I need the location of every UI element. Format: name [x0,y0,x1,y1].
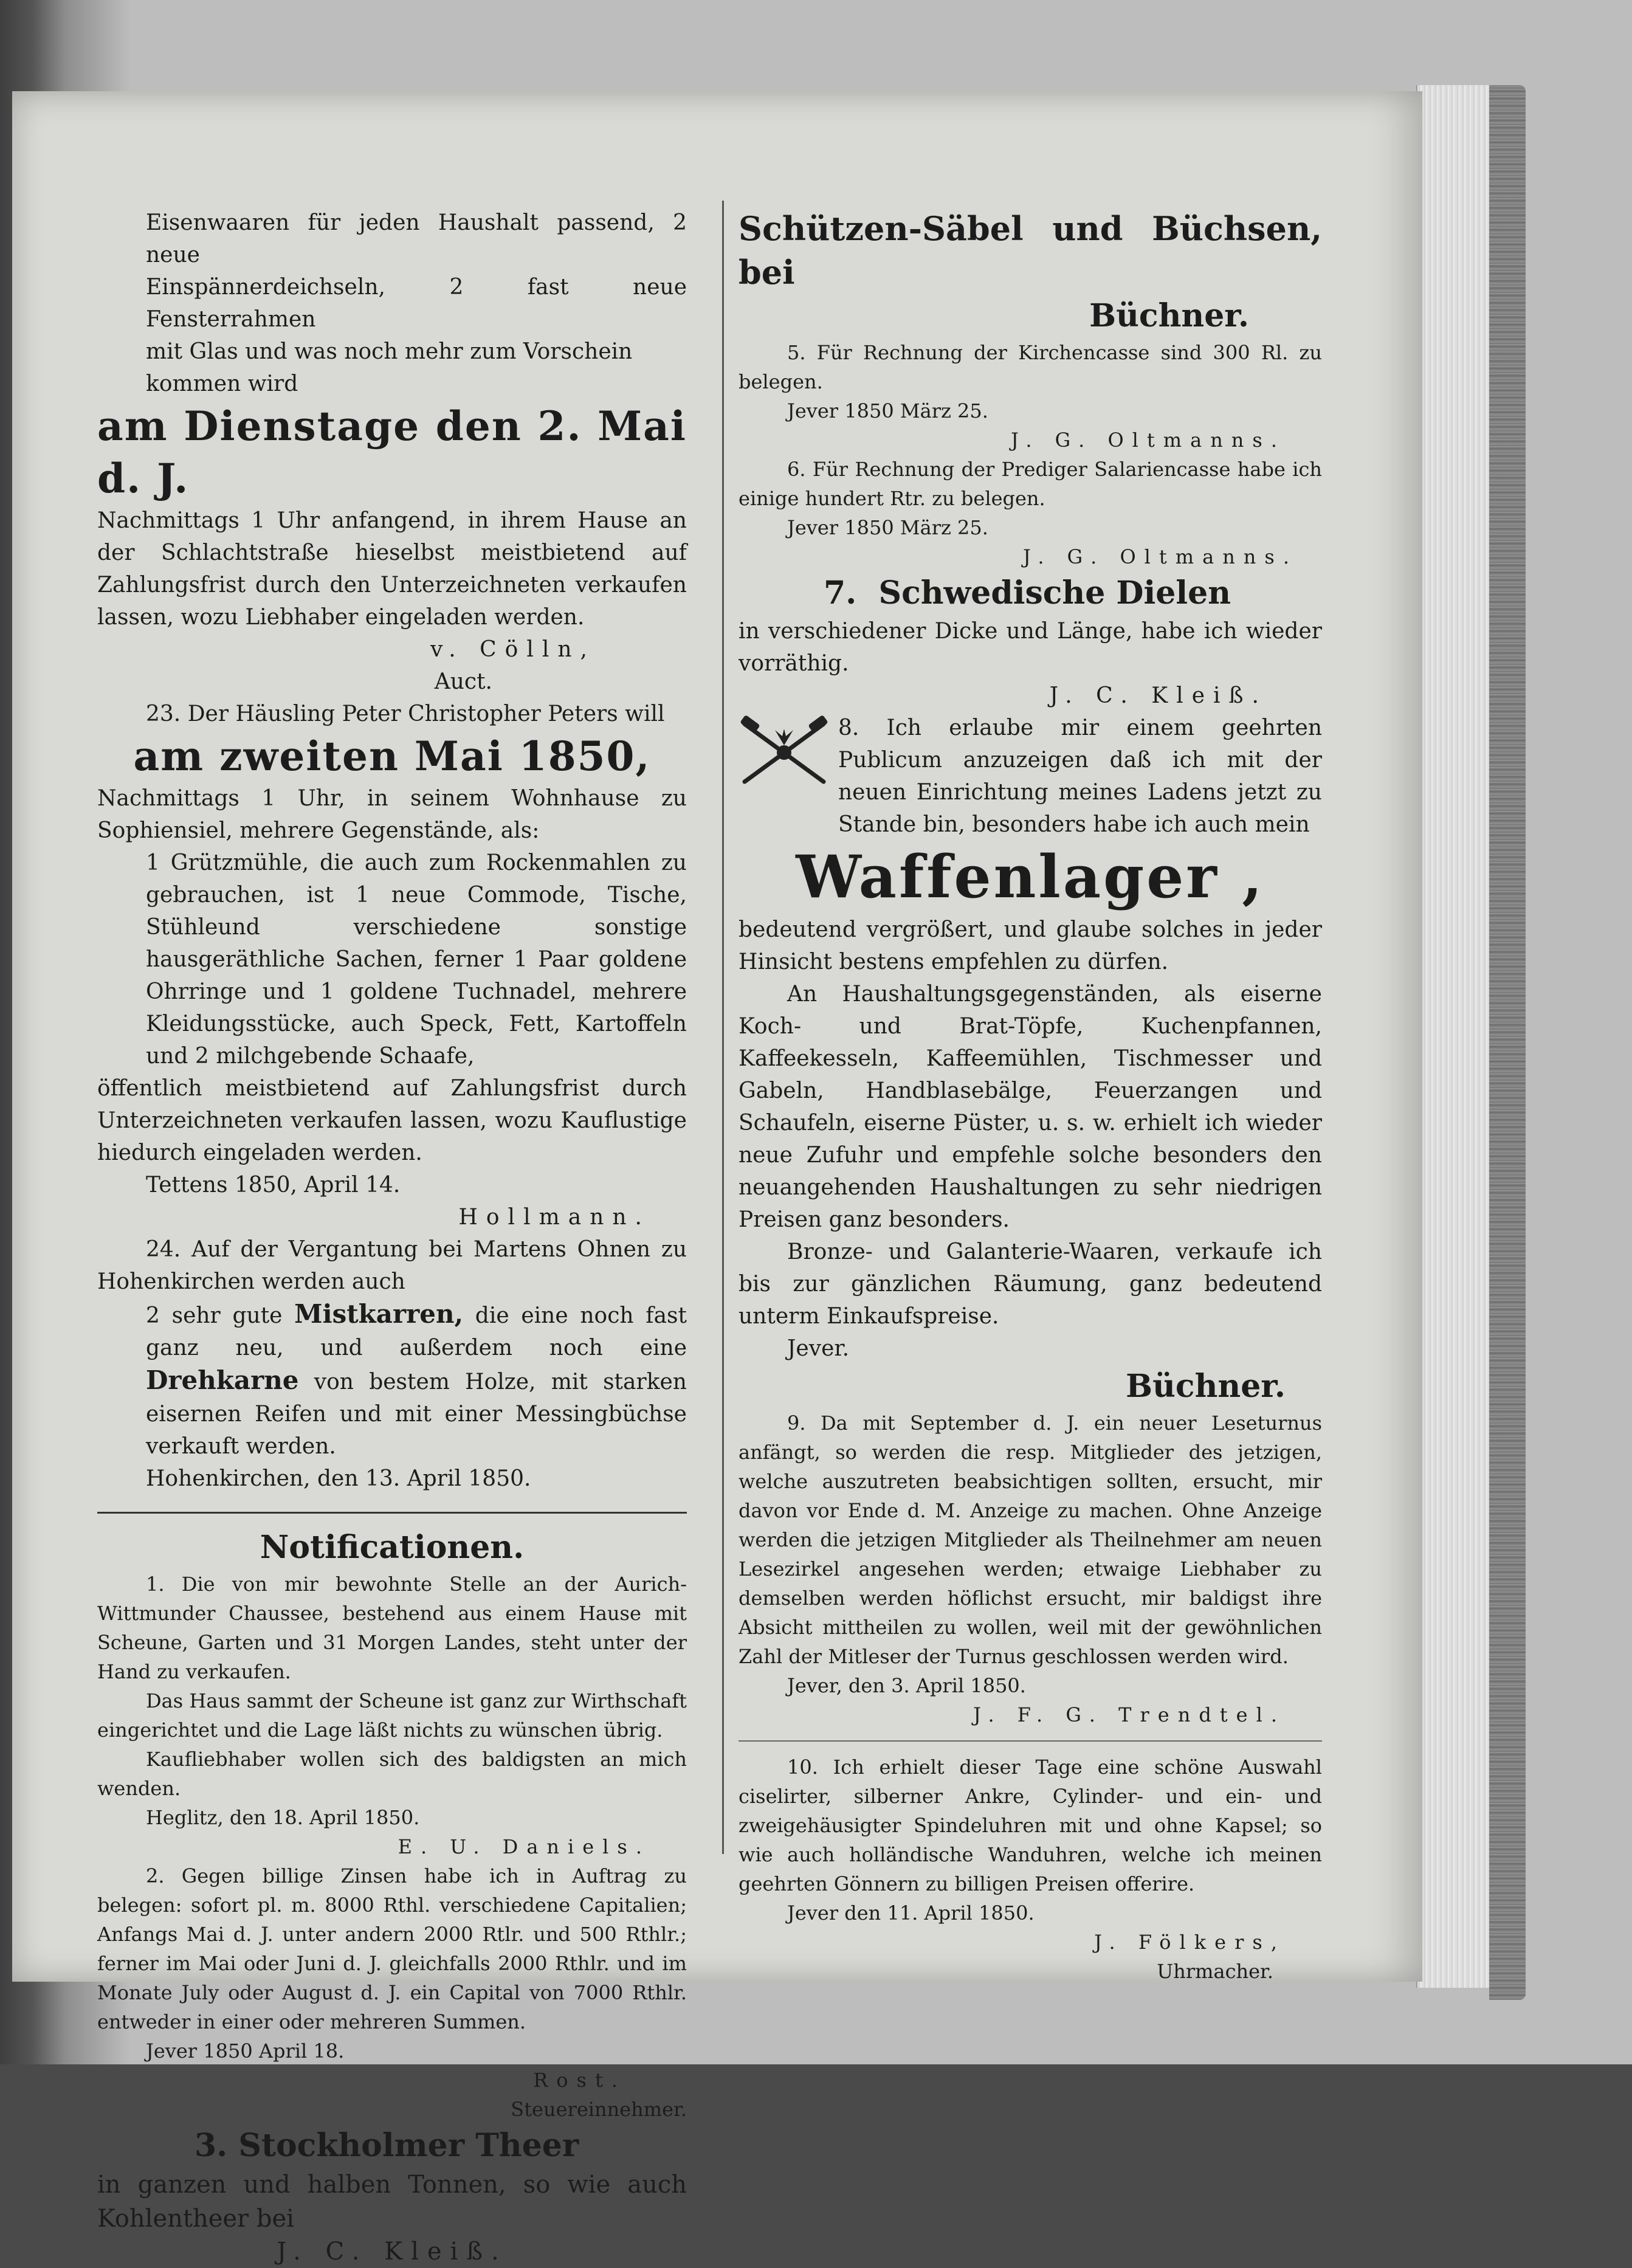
notice-8-body2: An Haushaltungsgegenständen, als eiserne Koch- und Brat-Töpfe, Kuchenpfannen, Kaffeekesseln, Kaffeemühlen, Tischmesser und Gabeln, Handblasebälge, Feuerzangen und Schaufeln, eiserne Püster, u. s. w. erhielt ich wieder neue Zufuhr und empfehle solche besonders den neuangehenden Haushaltungen zu sehr niedrigen Preisen ganz besonders. [739,982,1322,1232]
item-24-highlight: Mistkarren, [294,1299,464,1329]
notice-8-lead-block [739,712,1322,841]
section-title: Notificationen. [260,1529,525,1566]
item-23-signature: Hollmann. [458,1205,650,1230]
item-23-place: Tettens 1850, April 14. [146,1173,401,1198]
item-23-body: Nachmittags 1 Uhr, in seinem Wohnhause zu Sophiensiel, mehrere Gegenstände, als: [97,786,687,843]
intro-line: kommen wird [146,371,298,396]
notice-9-signature: J. F. G. Trendtel. [973,1703,1286,1726]
notice-9-place: Jever, den 3. April 1850. [787,1674,1026,1697]
notice-5-place: Jever 1850 März 25. [787,399,988,422]
notice-1-place: Heglitz, den 18. April 1850. [146,1806,420,1829]
notice-1-body2: Das Haus sammt der Scheune ist ganz zur Wirthschaft eingerichtet und die Lage läßt nichts zu wünschen übrig. [97,1689,687,1742]
notice-2-place: Jever 1850 April 18. [146,2039,345,2063]
notice-6-signature: J. G. Oltmanns. [1022,545,1298,568]
notice-6-place: Jever 1850 März 25. [787,516,988,539]
notice-10-title: Uhrmacher. [1157,1960,1273,1983]
notice-7-heading [739,571,1322,615]
notice-7-body: in verschiedener Dicke und Länge, habe ich wieder vorräthig. [739,619,1322,676]
section-divider [97,1512,687,1514]
notice-separator [739,1740,1322,1742]
item-24-text: 2 sehr gute [146,1303,295,1328]
notice-7-signature: J. C. Kleiß. [1049,683,1267,708]
notice-1-body: 1. Die von mir bewohnte Stelle an der Aurich-Wittmunder Chaussee, bestehend aus einem Hause mit Scheune, Garten und 31 Morgen Landes, steht unter der Hand zu verkaufen. [97,1573,687,1683]
sabres-heading-name: Büchner. [1089,297,1249,334]
auctioneer-title: Auct. [434,669,492,694]
item-24-place: Hohenkirchen, den 13. April 1850. [146,1466,531,1491]
notice-2-title: Steuereinnehmer. [511,2098,687,2121]
item-24-text: die eine noch fast ganz neu, und außerdem noch eine [146,1303,687,1360]
notice-5-signature: J. G. Oltmanns. [1010,429,1286,452]
item-23-list: 1 Grützmühle, die auch zum Rockenmahlen zu gebrauchen, ist 1 neue Commode, Tische, Stühleund verschiedene sonstige hausgeräthliche Sachen, ferner 1 Paar goldene Ohrringe und 1 goldene Tuchnadel, mehrere Kleidungsstücke, auch Speck, Fett, Kartoffeln und 2 milchgebende Schaafe, [146,850,687,1069]
auction-date-heading: am Dienstage den 2. Mai d. J. [97,402,687,502]
column-divider [722,201,724,1854]
left-column [97,207,687,2268]
notice-1-body3: Kaufliebhaber wollen sich des baldigsten an mich wenden. [97,1748,687,1800]
notice-9-body: 9. Da mit September d. J. ein neuer Leseturnus anfängt, so werden die resp. Mitglieder des jetzigen, welche auszutreten beabsichtigen sollten, ersucht, mir davon vor Ende d. M. Anzeige zu machen. Ohne Anzeige werden die jetzigen Mitglieder als Theilnehmer am neuen Lesezirkel angesehen werden; etwaige Liebhaber zu demselben werden höflichst ersucht, mir baldigst ihre Absicht mittheilen zu wollen, weil mit der gewöhnlichen Zahl der Mitleser der Turnus geschlossen werden wird. [739,1411,1322,1668]
notice-8-signature: Büchner. [1126,1368,1286,1405]
item-24-body [97,1298,687,1463]
intro-line: mit Glas und was noch mehr zum Vorschein [146,339,633,364]
item-24-lead: 24. Auf der Vergantung bei Martens Ohnen zu Hohenkirchen werden auch [97,1237,687,1294]
notice-10-body: 10. Ich erhielt dieser Tage eine schöne Auswahl ciselirter, silberner Ankre, Cylinder- und ein- und zweigehäusigter Spindeluhren mit und ohne Kapsel; so wie auch holländische Wanduhren, welche ich meinen geehrten Gönnern zu billigen Preisen offerire. [739,1756,1322,1895]
item-23-lead: 23. Der Häusling Peter Christopher Peters will [146,701,665,726]
notice-10-signature: J. Fölkers, [1094,1931,1286,1954]
notice-6-body: 6. Für Rechnung der Prediger Salariencasse habe ich einige hundert Rtr. zu belegen. [739,458,1322,510]
sabres-heading: Schützen-Säbel und Büchsen, bei [739,209,1322,292]
intro-line: Eisenwaaren für jeden Haushalt passend, 2 neue [146,210,687,267]
notice-1-signature: E. U. Daniels. [398,1835,650,1858]
notice-8-heading: Waffenlager , [796,843,1265,911]
item-23-body2: öffentlich meistbietend auf Zahlungsfrist durch Unterzeichneten verkaufen lassen, wozu Kauflustige hiedurch eingeladen werden. [97,1076,687,1165]
item-24-highlight: Drehkarne [146,1365,299,1395]
notice-7-number: 7. [824,574,857,612]
auction-body: Nachmittags 1 Uhr anfangend, in ihrem Hause an der Schlachtstraße hieselbst meistbietend auf Zahlungsfrist durch den Unterzeichneten verkaufen lassen, wozu Liebhaber eingeladen werden. [97,508,687,630]
crossed-rifles-icon [739,712,830,791]
page-stack-edge [1416,85,1496,1988]
notice-3-heading [97,2124,687,2168]
auctioneer-signature: v. Cölln, [430,637,596,662]
notice-8-body1: bedeutend vergrößert, und glaube solches in jeder Hinsicht bestens empfehlen zu dürfen. [739,917,1322,974]
notice-8-place: Jever. [787,1336,850,1361]
book-cover-edge [1489,85,1526,2000]
notice-5-body: 5. Für Rechnung der Kirchencasse sind 300 Rl. zu belegen. [739,341,1322,393]
notice-3-body: in ganzen und halben Tonnen, so wie auch Kohlentheer bei [97,2171,687,2233]
intro-line: Einspännerdeichseln, 2 fast neue Fensterrahmen [146,275,687,332]
notice-3-title: Stockholmer Theer [238,2127,579,2164]
notice-2-signature: Rost. [533,2069,626,2092]
notice-8-lead: 8. Ich erlaube mir einem geehrten Publicum anzuzeigen daß ich mit der neuen Einrichtung meines Ladens jetzt zu Stande bin, besonders habe ich auch mein [838,715,1322,837]
item-24-text: von bestem Holze, mit starken eisernen Reifen und mit einer Messingbüchse verkauft werden. [146,1370,687,1459]
notice-10-place: Jever den 11. April 1850. [787,1901,1035,1925]
item-23-heading: am zweiten Mai 1850, [133,732,651,780]
newspaper-page [12,91,1422,2266]
notice-3-number: 3. [195,2127,228,2164]
notice-7-title: Schwedische Dielen [878,574,1231,612]
notice-8-body3: Bronze- und Galanterie-Waaren, verkaufe ich bis zur gänzlichen Räumung, ganz bedeutend unterm Einkaufspreise. [739,1239,1322,1329]
right-column [739,207,1322,1986]
notice-2-body: 2. Gegen billige Zinsen habe ich in Auftrag zu belegen: sofort pl. m. 8000 Rthl. verschiedene Capitalien; Anfangs Mai d. J. unter andern 2000 Rtlr. und 500 Rthlr.; ferner im Mai oder Juni d. J. gleichfalls 2000 Rthlr. und im Monate July oder August d. J. ein Capital von 7000 Rthlr. entweder in einer oder mehreren Summen. [97,1864,687,2033]
notice-3-signature: J. C. Kleiß. [277,2238,508,2266]
